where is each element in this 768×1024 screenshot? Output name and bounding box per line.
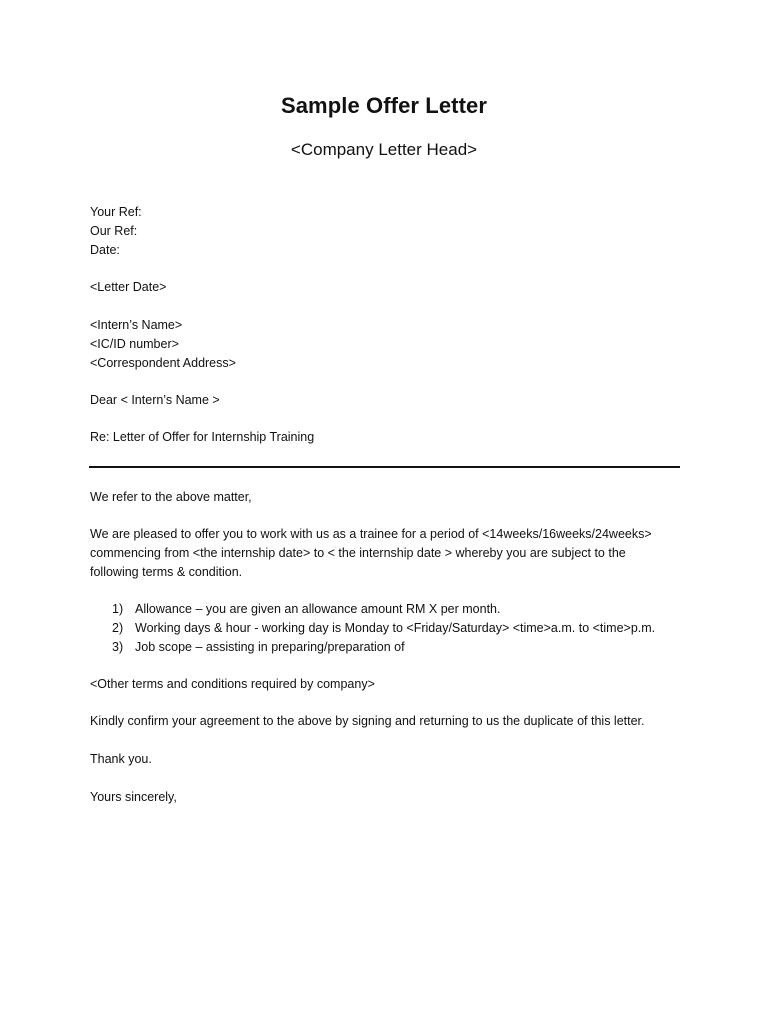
correspondent-address: <Correspondent Address> bbox=[90, 356, 236, 370]
intern-name: <Intern’s Name> bbox=[90, 318, 183, 332]
confirm-paragraph: Kindly confirm your agreement to the above by signing and returning to us the duplicate of this letter. bbox=[90, 714, 645, 728]
other-terms: <Other terms and conditions required by company> bbox=[90, 677, 375, 691]
term-allowance: Allowance – you are given an allowance amount RM X per month. bbox=[135, 602, 501, 616]
document-title: Sample Offer Letter bbox=[280, 93, 488, 118]
offer-paragraph-line: following terms & condition. bbox=[90, 565, 243, 579]
date-label: Date: bbox=[90, 243, 120, 257]
term-job-scope: Job scope – assisting in preparing/preparation of bbox=[135, 640, 405, 654]
company-letter-head: <Company Letter Head> bbox=[290, 140, 478, 159]
thanks-line: Thank you. bbox=[90, 752, 152, 766]
salutation: Dear < Intern’s Name > bbox=[90, 393, 220, 407]
our-ref-label: Our Ref: bbox=[90, 224, 138, 238]
letter-date: <Letter Date> bbox=[90, 280, 167, 294]
subject-line: Re: Letter of Offer for Internship Training bbox=[90, 430, 315, 444]
closing-line: Yours sincerely, bbox=[90, 790, 177, 804]
term-working-days: Working days & hour - working day is Monday to <Friday/Saturday> <time>a.m. to <time>p.m. bbox=[135, 621, 656, 635]
term-number: 2) bbox=[112, 621, 124, 635]
term-number: 1) bbox=[112, 602, 124, 616]
offer-paragraph-line: We are pleased to offer you to work with us as a trainee for a period of <14weeks/16weeks/24weeks> bbox=[90, 527, 652, 541]
your-ref-label: Your Ref: bbox=[90, 205, 142, 219]
term-number: 3) bbox=[112, 640, 124, 654]
intro-paragraph: We refer to the above matter, bbox=[90, 490, 252, 504]
ic-id-number: <IC/ID number> bbox=[90, 337, 179, 351]
divider-rule bbox=[89, 466, 680, 468]
offer-paragraph-line: commencing from <the internship date> to < the internship date > whereby you are subject to the bbox=[90, 546, 626, 560]
